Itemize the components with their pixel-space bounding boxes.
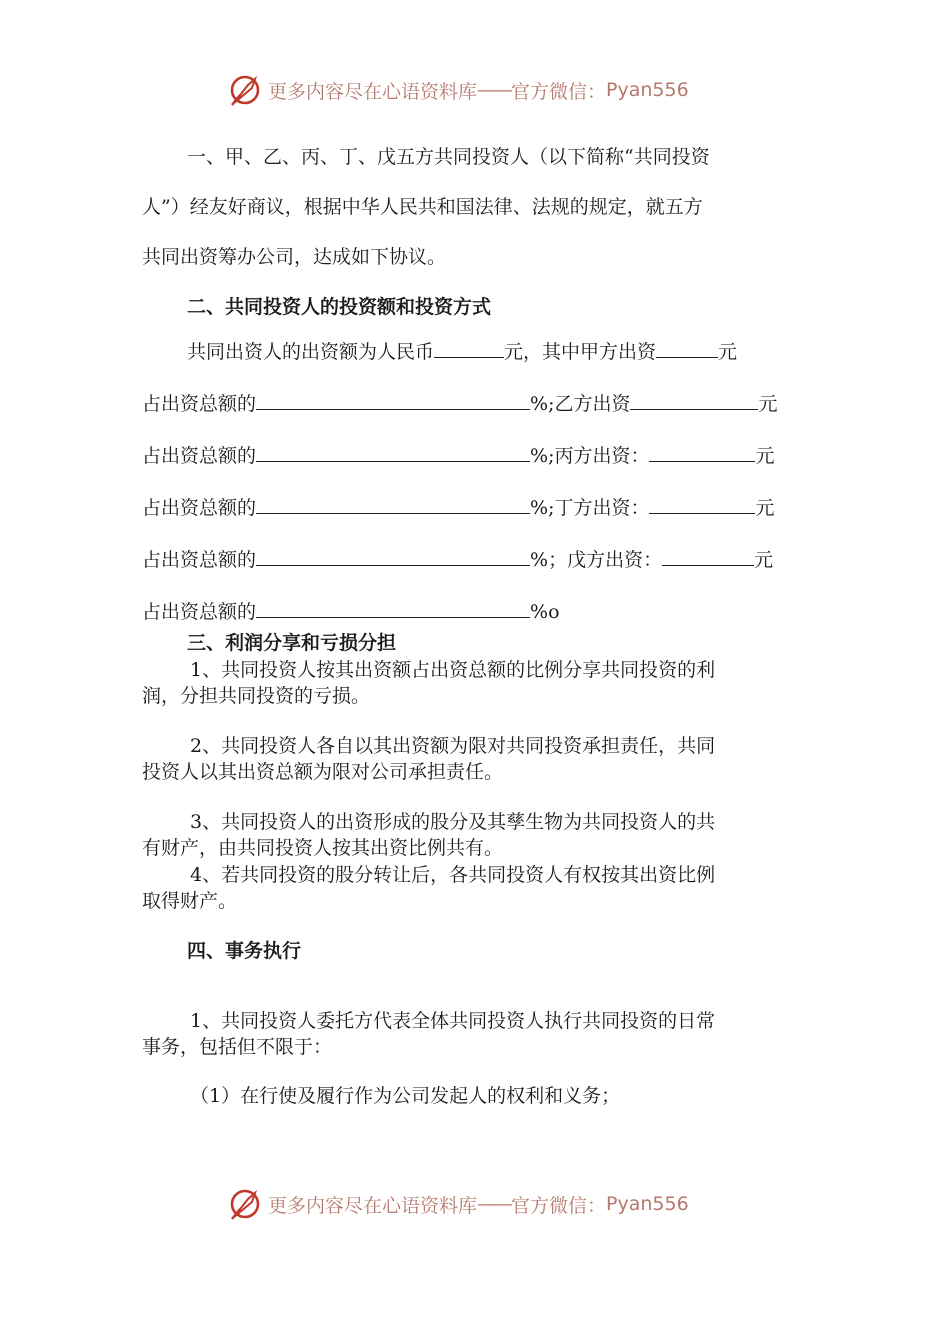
sec1-line-1: 一、甲、乙、丙、丁、戊五方共同投资人（以下简称“共同投资 [187, 146, 710, 168]
yuan-unit: 元 [754, 549, 774, 571]
sec2-row-2 [142, 390, 778, 417]
party-e-share-blank [256, 598, 530, 618]
banner-text: 更多内容尽在心语资料库 [268, 80, 478, 103]
banner-text: 更多内容尽在心语资料库 [268, 1194, 478, 1217]
sec2-row-6 [142, 598, 560, 625]
pen-nib-logo-icon [228, 73, 264, 107]
sec4-p1-line-2: 事务，包括但不限于： [142, 1036, 333, 1058]
sec2-row-5 [142, 546, 773, 573]
party-b-amount-blank [630, 390, 758, 410]
party-b-share-blank [256, 442, 530, 462]
sec1-line-2: 人”）经友好商议，根据中华人民共和国法律、法规的规定，就五方 [142, 196, 703, 218]
party-a-amount-blank [656, 338, 718, 358]
yuan-unit: 元 [755, 497, 775, 519]
sec3-heading: 三、利润分享和亏损分担 [187, 632, 397, 654]
footer-banner [228, 1187, 689, 1221]
yuan-unit: 元 [755, 445, 775, 467]
sec3-p2-line-1: 2、共同投资人各自以其出资额为限对共同投资承担责任，共同 [190, 735, 716, 757]
banner-contact-id: Pyan556 [606, 1193, 689, 1215]
total-investment-label: 共同出资人的出资额为人民币 [187, 341, 435, 363]
banner-contact-label: 官方微信： [511, 80, 607, 103]
party-d-share-blank [256, 546, 530, 566]
sec3-p4-line-2: 取得财产。 [142, 890, 238, 912]
banner-contact-label: 官方微信： [511, 1194, 607, 1217]
sec3-p4-line-1: 4、若共同投资的股分转让后，各共同投资人有权按其出资比例 [190, 864, 716, 886]
yuan-unit: 元 [718, 341, 738, 363]
banner-contact-id: Pyan556 [606, 79, 689, 101]
sec3-p1-line-1: 1、共同投资人按其出资额占出资总额的比例分享共同投资的利 [190, 659, 716, 681]
party-e-label: %；戊方出资： [530, 549, 663, 571]
total-investment-blank [434, 338, 504, 358]
sec4-heading: 四、事务执行 [187, 940, 302, 962]
banner-dash: —— [477, 79, 512, 101]
sec4-p1-line-1: 1、共同投资人委托方代表全体共同投资人执行共同投资的日常 [190, 1010, 716, 1032]
party-c-share-blank [256, 494, 530, 514]
sec3-p1-line-2: 润，分担共同投资的亏损。 [142, 685, 371, 707]
header-banner [228, 73, 689, 107]
share-label: 占出资总额的 [142, 601, 257, 623]
party-c-amount-blank [649, 442, 755, 462]
sec3-p3-line-1: 3、共同投资人的出资形成的股分及其孳生物为共同投资人的共 [190, 811, 716, 833]
sec4-item-1: （1）在行使及履行作为公司发起人的权利和义务； [190, 1085, 621, 1107]
party-c-label: %;丙方出资： [530, 445, 650, 467]
yuan-unit: 元 [758, 393, 778, 415]
party-a-label: 元，其中甲方出资 [504, 341, 657, 363]
party-d-amount-blank [649, 494, 755, 514]
sec2-row-3 [142, 442, 775, 469]
party-e-amount-blank [662, 546, 754, 566]
party-b-label: %;乙方出资 [530, 393, 631, 415]
share-label: 占出资总额的 [142, 549, 257, 571]
sec2-heading: 二、共同投资人的投资额和投资方式 [187, 296, 492, 318]
sec2-row-4 [142, 494, 775, 521]
pen-nib-logo-icon [228, 1187, 264, 1221]
banner-dash: —— [477, 1193, 512, 1215]
share-label: 占出资总额的 [142, 393, 257, 415]
party-d-label: %;丁方出资： [530, 497, 650, 519]
sec3-p3-line-2: 有财产，由共同投资人按其出资比例共有。 [142, 837, 504, 859]
share-label: 占出资总额的 [142, 497, 257, 519]
share-label: 占出资总额的 [142, 445, 257, 467]
sec1-line-3: 共同出资筹办公司，达成如下协议。 [142, 246, 447, 268]
percent-sign: %o [530, 601, 560, 623]
party-a-share-blank [256, 390, 530, 410]
sec2-row-1 [187, 338, 737, 365]
sec3-p2-line-2: 投资人以其出资总额为限对公司承担责任。 [142, 761, 504, 783]
